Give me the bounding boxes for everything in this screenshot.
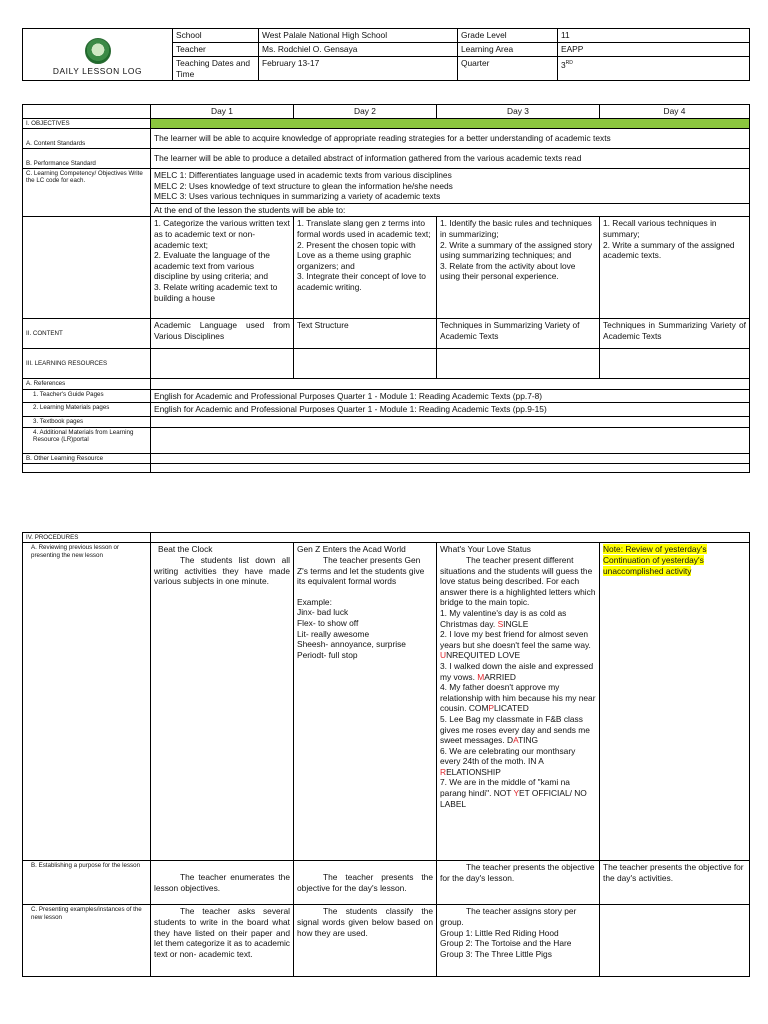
proc-a-day4 [600, 543, 750, 861]
performance-standard-label: B. Performance Standard [23, 149, 151, 169]
blank-cell [23, 217, 151, 319]
day-header-2: Day 2 [294, 105, 437, 119]
blank-cell [151, 427, 750, 453]
love-status-highlight-letter: Y [513, 788, 520, 799]
day-header-3: Day 3 [437, 105, 600, 119]
love-status-item [440, 608, 596, 629]
review-note: Note: Review of yesterday's Continuation of yesterday's unaccomplished activity [603, 544, 707, 576]
proc-a-day3 [437, 543, 600, 861]
day1-objectives [151, 217, 294, 319]
school-seal-icon [85, 38, 111, 64]
performance-standard-text: The learner will be able to produce a detailed abstract of information gathered from the various academic texts read [151, 149, 750, 169]
love-status-highlight-letter: U [440, 650, 447, 661]
story-group: Group 2: The Tortoise and the Hare [440, 938, 572, 949]
blank-cell [600, 349, 750, 379]
gen-z-term: Lit- really awesome [297, 628, 370, 639]
objective-item: 1. Identify the basic rules and techniques in summarizing; [440, 218, 592, 239]
gen-z-title: Gen Z Enters the Acad World [297, 544, 406, 555]
proc-c-day1: The teacher asks several students to write in the board what they have listed on their paper and let them categorize it as to academic text or non- academic text. [151, 905, 294, 977]
love-status-answer-post: ET OFFICIAL/ NO LABEL [440, 788, 587, 809]
gen-z-text: The teacher presents Gen Z's terms and let the students give its equivalent formal words [297, 555, 425, 587]
gen-z-term: Flex- to show off [297, 617, 359, 628]
blank-cell [23, 464, 151, 473]
objective-item: 2. Write a summary of the assigned story using summarizing techniques; and [440, 239, 593, 261]
love-status-highlight-letter: A [513, 735, 519, 746]
content-standards-label: A. Content Standards [23, 129, 151, 149]
love-status-item [440, 682, 596, 714]
proc-a-day2 [294, 543, 437, 861]
quarter-suffix: RD [565, 60, 573, 66]
lm-value: English for Academic and Professional Purposes Quarter 1 - Module 1: Reading Academic Texts (pp.9-15) [151, 403, 750, 417]
content-day4: Techniques in Summarizing Variety of Academic Texts [600, 319, 750, 349]
melc-3: MELC 3: Uses various techniques in summarizing a variety of academic texts [154, 191, 441, 202]
objective-item: 2. Evaluate the language of the academic text from various discipline by using criteria; and [154, 250, 270, 282]
proc-a-day1 [151, 543, 294, 861]
tb-label: 3. Textbook pages [23, 416, 151, 427]
procedures-table [22, 532, 750, 977]
love-status-answer-post: INGLE [503, 618, 529, 629]
blank-cell [294, 349, 437, 379]
quarter-label: Quarter [458, 57, 558, 81]
proc-b-day3: The teacher presents the objective for the day's lesson. [437, 861, 600, 905]
proc-b-day1: The teacher enumerates the lesson objectives. [151, 861, 294, 905]
proc-b-label: B. Establishing a purpose for the lesson [23, 861, 151, 905]
objective-item: 3. Relate writing academic text to building a house [154, 281, 278, 303]
love-status-answer-pre: D [507, 735, 514, 746]
gen-z-term: Jinx- bad luck [297, 607, 349, 618]
love-status-answer-post: ELATIONSHIP [446, 766, 501, 777]
love-status-highlight-letter: S [497, 618, 504, 629]
proc-b-day2: The teacher presents the objective for the day's lesson. [294, 861, 437, 905]
objective-item: 1. Categorize the various written text as to academic text or non-academic text; [154, 218, 290, 250]
area-label: Learning Area [458, 43, 558, 57]
gen-z-example: Example: [297, 596, 332, 607]
day3-objectives [437, 217, 600, 319]
love-status-title: What's Your Love Status [440, 544, 531, 555]
love-status-situation: 4. My father doesn't approve my relationship with him because his my near cousin. [440, 682, 596, 714]
objective-item: 2. Present the chosen topic with Love as a theme using graphic organizers; and [297, 239, 416, 271]
other-resource-label: B. Other Learning Resource [23, 453, 151, 463]
blank-cell [151, 533, 750, 543]
love-status-answer-post: TING [518, 735, 539, 746]
tg-label: 1. Teacher's Guide Pages [23, 389, 151, 403]
content-day3: Techniques in Summarizing Variety of Academic Texts [437, 319, 600, 349]
blank-cell [600, 905, 750, 977]
love-status-situation: 2. I love my best friend for almost seven years but she doesn't feel the same way. [440, 629, 591, 650]
objective-item: 1. Translate slang gen z terms into formal words used in academic text; [297, 218, 431, 239]
love-status-situation: 5. Lee Bag my classmate in F&B class gives me roses every day and sends me sweet messages. [440, 713, 590, 746]
proc-b-day4: The teacher presents the objective for the day's activities. [600, 861, 750, 905]
love-status-answer-post: NREQUITED LOVE [446, 650, 521, 661]
quarter-value [558, 57, 750, 81]
objective-item: 3. Integrate their concept of love to academic writing. [297, 271, 426, 292]
objectives-green-bar [151, 118, 750, 128]
love-status-highlight-letter: R [440, 766, 447, 777]
competency-label: C. Learning Competency/ Objectives Write the LC code for each. [23, 169, 151, 217]
blank-cell [23, 105, 151, 119]
love-status-item [440, 714, 596, 746]
school-label: School [173, 29, 259, 43]
love-status-highlight-letter: M [477, 671, 485, 682]
dates-label: Teaching Dates and Time [173, 57, 259, 81]
content-day1: Academic Language used from Various Disciplines [151, 319, 294, 349]
area-value: EAPP [558, 43, 750, 57]
day2-objectives [294, 217, 437, 319]
blank-cell [151, 464, 750, 473]
day-header-1: Day 1 [151, 105, 294, 119]
header-table [22, 28, 750, 81]
school-value: West Palale National High School [259, 29, 458, 43]
beat-the-clock-title: Beat the Clock [158, 544, 213, 555]
content-day2: Text Structure [294, 319, 437, 349]
blank-cell [151, 349, 294, 379]
melc-list [151, 169, 750, 204]
love-status-situation: 3. I walked down the aisle and expressed my vows. [440, 660, 594, 682]
proc-a-label: A. Reviewing previous lesson or presenting the new lesson [23, 543, 151, 861]
blank-cell [151, 453, 750, 463]
love-status-items [440, 608, 596, 809]
love-status-item [440, 629, 596, 661]
lm-label: 2. Learning Materials pages [23, 403, 151, 417]
content-heading: II. CONTENT [23, 319, 151, 349]
love-status-situation: 7. We are in the middle of "kami na parang hindi". NOT [440, 777, 570, 799]
references-label: A. References [23, 379, 151, 389]
love-status-highlight-letter: P [488, 703, 495, 714]
teacher-label: Teacher [173, 43, 259, 57]
tg-value: English for Academic and Professional Purposes Quarter 1 - Module 1: Reading Academic Texts (pp.7-8) [151, 389, 750, 403]
love-status-item [440, 661, 596, 682]
melc-2: MELC 2: Uses knowledge of text structure to glean the information he/she needs [154, 180, 453, 191]
teacher-value: Ms. Rodchiel O. Gensaya [259, 43, 458, 57]
objective-item: 3. Relate from the activity about love using their personal experience. [440, 260, 576, 282]
end-of-lesson-text: At the end of the lesson the students will be able to: [151, 203, 750, 217]
grade-value: 11 [558, 29, 750, 43]
grade-label: Grade Level [458, 29, 558, 43]
love-status-item [440, 746, 596, 778]
story-group: Group 1: Little Red Riding Hood [440, 927, 559, 938]
blank-cell [151, 379, 750, 389]
gen-z-term: Sheesh- annoyance, surprise [297, 639, 406, 650]
story-assign-text: The teacher assigns story per group. [440, 906, 577, 927]
content-standards-text: The learner will be able to acquire knowledge of appropriate reading strategies for a better understanding of academic texts [151, 129, 750, 149]
love-status-answer-post: ARRIED [484, 671, 516, 682]
proc-c-day3 [437, 905, 600, 977]
melc-1: MELC 1: Differentiates language used in academic texts from various disciplines [154, 170, 452, 180]
love-status-item [440, 777, 596, 809]
dates-value: February 13-17 [259, 57, 458, 81]
objective-item: 2. Write a summary of the assigned academic texts. [603, 239, 735, 261]
procedures-heading: IV. PROCEDURES [23, 533, 151, 543]
love-status-answer-pre: COM [468, 703, 489, 714]
blank-cell [151, 416, 750, 427]
day4-objectives [600, 217, 750, 319]
love-status-answer-post: LICATED [494, 703, 529, 714]
proc-c-day2: The students classify the signal words given below based on how they are used. [294, 905, 437, 977]
day-header-4: Day 4 [600, 105, 750, 119]
love-status-situation: 6. We are celebrating our monthsary every 24th of the moth. IN A [440, 745, 576, 767]
blank-cell [437, 349, 600, 379]
resources-heading: III. LEARNING RESOURCES [23, 349, 151, 379]
dll-title: DAILY LESSON LOG [52, 66, 143, 77]
objectives-table [22, 104, 750, 473]
gen-z-term: Periodt- full stop [297, 649, 358, 660]
school-logo-cell [23, 29, 173, 81]
proc-c-label: C. Presenting examples/instances of the new lesson [23, 905, 151, 977]
story-group: Group 3: The Three Little Pigs [440, 948, 552, 959]
objectives-heading: I. OBJECTIVES [23, 118, 151, 128]
love-status-intro: The teacher present different situations and the students will guess the love status being described. For each answer there is a highlighted letters which bridge to the main topic. [440, 555, 596, 608]
beat-the-clock-text: The students list down all writing activities they have made various subjects in one minute. [154, 555, 290, 587]
objective-item: 1. Recall various techniques in summary; [603, 218, 717, 239]
add-label: 4. Additional Materials from Learning Resource (LR)portal [23, 427, 151, 453]
love-status-situation: 1. My valentine's day is as cold as Christmas day. [440, 607, 567, 629]
quarter-number: 3 [561, 59, 566, 70]
